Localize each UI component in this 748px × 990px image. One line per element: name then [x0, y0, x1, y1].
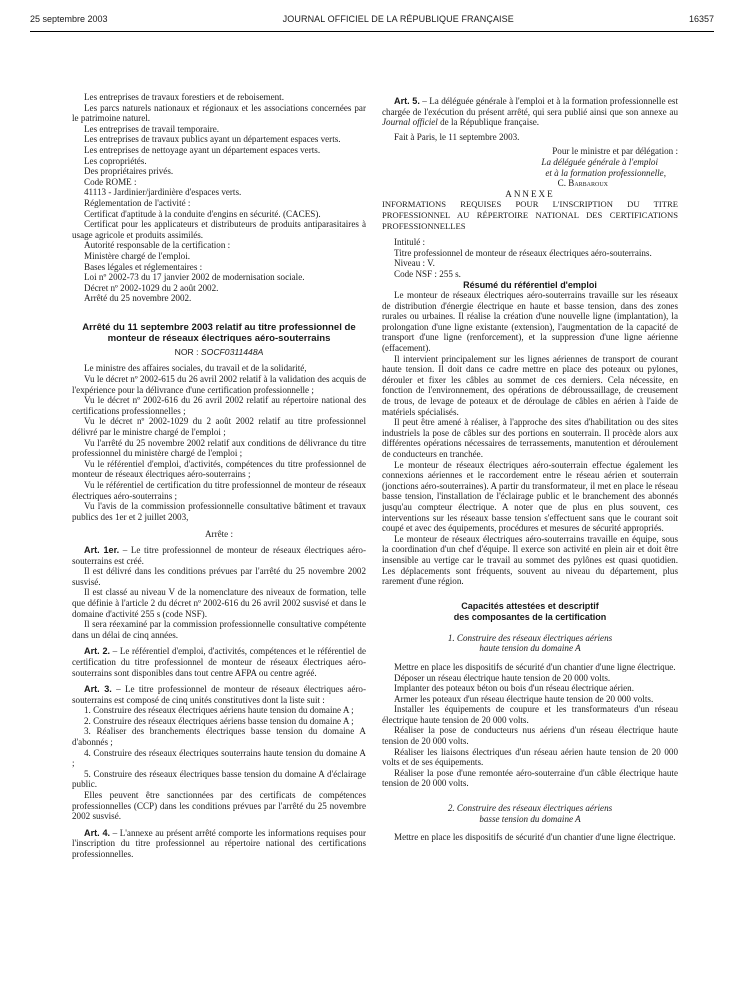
text-line: Les entreprises de travaux publics ayant un département espaces verts. [84, 134, 341, 145]
capacity-item: Armer les poteaux d'un réseau électrique haute tension de 20 000 volts. [394, 693, 654, 704]
text-line: Décret nº 2002-1029 du 2 août 2002. [84, 282, 219, 293]
annexe-heading: ANNEXE [505, 188, 555, 199]
article-text: – Le référentiel d'emploi, d'activités, compétences et le référentiel de certification du titre professionnel de monteur de réseaux électriques aéro-souterrains sont disponibles dans tout centre AFPA ou centre agréé. [72, 646, 366, 678]
header-date: 25 septembre 2003 [30, 14, 108, 24]
article-label: Art. 3. [84, 684, 112, 695]
page-number: 16357 [688, 14, 714, 24]
article-1 [72, 545, 366, 566]
text-line: Arrêté du 25 novembre 2002. [84, 293, 192, 304]
article-text: – Le titre professionnel de monteur de réseaux électriques aéro-souterrains est créé. [72, 544, 366, 566]
text-line: Certificat pour les applicateurs et distributeurs de produits antiparasitaires à usage agricole et produits assimilés. [72, 219, 366, 240]
text-line: Des propriétaires privés. [84, 166, 174, 177]
visa: Vu le décret nº 2002-616 du 26 avril 2002 relatif au répertoire national des certifications professionnelles ; [72, 395, 366, 416]
article-2 [72, 646, 366, 678]
article-label: Art. 5. [394, 96, 420, 106]
visa: Vu l'arrêté du 25 novembre 2002 relatif aux conditions de délivrance du titre professionnel du ministère chargé de l'emploi ; [72, 437, 366, 459]
heading-line: Capacités attestées et descriptif [461, 600, 599, 611]
text-line: Les entreprises de travail temporaire. [84, 123, 220, 134]
text-line: Les parcs naturels nationaux et régionaux et les associations concernées par le patrimoine naturel. [72, 102, 366, 124]
heading-line: 1. Construire des réseaux électriques aériens [447, 632, 613, 643]
article-1-paragraph: Il est délivré dans les conditions prévues par l'arrêté du 25 novembre 2002 susvisé. [72, 566, 366, 587]
capacity-item: Déposer un réseau électrique haute tension de 20 000 volts. [394, 672, 611, 683]
text-line: Les copropriétés. [84, 155, 147, 166]
text-line: Réglementation de l'activité : [84, 197, 191, 208]
resume-paragraph: Le monteur de réseaux électriques aéro-souterrains travaille en équipe, sous la coordination d'un chef d'équipe. Il exerce son activité en plein air et doit être insensible au vertige car le travail au sommet des pylônes est quasi quotidien. Les déplacements sont fréquents, souvent au niveau du département, plus rarement d'une région. [382, 533, 678, 587]
signatory-name: C. Barbaroux [557, 178, 608, 189]
text-line: Certificat d'aptitude à la conduite d'engins en sécurité. (CACES). [84, 208, 321, 219]
text-line: Loi nº 2002-73 du 17 janvier 2002 de modernisation sociale. [84, 272, 305, 283]
capacites-heading [382, 601, 678, 623]
unit-item: 1. Construire des réseaux électriques aériens haute tension du domaine A ; [84, 705, 354, 716]
capacity-item: Mettre en place les dispositifs de sécurité d'un chantier d'une ligne électrique. [394, 661, 676, 672]
text-line: Les entreprises de nettoyage ayant un département espaces verts. [84, 144, 321, 155]
journal-title: JOURNAL OFFICIEL DE LA RÉPUBLIQUE FRANÇAISE [282, 14, 514, 24]
intitule-block [382, 237, 678, 279]
heading-line: des composantes de la certification [453, 611, 607, 622]
signature-line: La déléguée générale à l'emploi [541, 156, 658, 167]
visa: Vu le décret nº 2002-1029 du 2 août 2002 relatif au titre professionnel délivré par le ministre chargé de l'emploi ; [72, 416, 366, 438]
unit-item: 3. Réaliser des branchements électriques basse tension du domaine A d'abonnés ; [72, 726, 366, 748]
visa: Vu le référentiel de certification du titre professionnel de monteur de réseaux électriques aéro-souterrains ; [72, 480, 366, 501]
capacity-item: Installer les équipements de coupure et les transformateurs d'un réseau électrique haute tension de 20 000 volts. [382, 704, 678, 725]
article-3 [72, 684, 366, 705]
text-line: Ministère chargé de l'emploi. [84, 250, 191, 261]
capacity-item: Mettre en place les dispositifs de sécurité d'un chantier d'une ligne électrique. [394, 832, 676, 843]
journal-reference: Journal officiel [382, 117, 438, 128]
article-text: – L'annexe au présent arrêté comporte les informations requises pour l'inscription du titre professionnel au répertoire national des certifications professionnelles. [72, 827, 366, 859]
signature-line: et à la formation professionnelle, [545, 167, 666, 178]
capacity-item: Implanter des poteaux béton ou bois d'un réseau électrique aérien. [394, 683, 635, 694]
resume-heading: Résumé du référentiel d'emploi [463, 279, 597, 290]
heading-line: basse tension du domaine A [479, 813, 581, 824]
capacity-item: Réaliser la pose de conducteurs nus aériens d'un réseau électrique haute tension de 20 000 volts. [382, 725, 678, 747]
text-line: Titre professionnel de monteur de réseaux électriques aéro-souterrains. [394, 247, 652, 258]
article-4 [72, 828, 366, 860]
article-text: de la République française. [437, 117, 540, 128]
article-1-paragraph: Il est classé au niveau V de la nomenclature des niveaux de formation, telle que définie à l'article 2 du décret nº 2002-616 du 26 avril 2002 susvisé et dans le domaine d'activité 255 s (code NSF). [72, 587, 366, 619]
info-heading: INFORMATIONS REQUISES POUR L'INSCRIPTION DU TITRE PROFESSIONNEL AU RÉPERTOIRE NATIONAL DES CERTIFICATIONS PROFESSIONNELLES [382, 199, 678, 231]
article-1-paragraph: Il sera réexaminé par la commission professionnelle consultative compétente dans un délai de cinq années. [72, 619, 366, 640]
text-line: Intitulé : [394, 237, 426, 248]
fait-a-paris: Fait à Paris, le 11 septembre 2003. [394, 131, 520, 142]
capacity-item: Réaliser les liaisons électriques d'un réseau aérien haute tension de 20 000 volts et de ses équipements. [382, 746, 678, 768]
text-line: Bases légales et réglementaires : [84, 261, 203, 272]
resume-paragraph: Le monteur de réseaux électriques aéro-souterrain effectue également les connexions aériennes et le raccordement entre le réseau aérien et souterrain (jonctions aéro-souterraines). A partir du transformateur, il met en place le réseau basse tension, l'installation de l'éclairage public et le branchement des abonnés jusqu'au compteur électrique. A noter que de plus en plus souvent, ces interventions sur les réseaux basse tension s'effectuent sans que le courant soit coupé et avec des équipements, procédures et mesures de sécurité appropriés. [382, 459, 678, 534]
subsection-1-heading [382, 633, 678, 654]
text-line: Les entreprises de travaux forestiers et de reboisement. [84, 92, 284, 102]
article-label: Art. 4. [84, 827, 111, 838]
heading-line: 2. Construire des réseaux électriques aériens [447, 803, 613, 814]
article-text: – La déléguée générale à l'emploi et à la formation professionnelle est chargée de l'exécution du présent arrêté, qui sera publié ainsi que son annexe au [382, 96, 678, 117]
resume-paragraph: Il intervient principalement sur les lignes aériennes de transport de courant haute tension. Il doit dans ce cadre mettre en place des poteaux ou pylones, dérouler et fixer les câbles au sommet de ces derniers. Cela nécessite, en fonction de l'environnement, des opérations de débroussaillage, de creusement de trous, de levage de poteaux et de déroulage de câbles en aérien à l'aide de matériels spécialisés. [382, 353, 678, 417]
unit-item: Elles peuvent être sanctionnées par des certificats de compétences professionnelles (CCP) dans les conditions prévues par l'arrêté du 25 novembre 2002 susvisé. [72, 790, 366, 822]
nor-code: SOCF0311448A [200, 346, 264, 357]
text-line: Code NSF : 255 s. [394, 268, 461, 279]
unit-item: 5. Construire des réseaux électriques basse tension du domaine A d'éclairage public. [72, 768, 366, 790]
signature-line: Pour le ministre et par délégation : [552, 146, 678, 157]
text-line: Code ROME : [84, 176, 137, 187]
signature-block [382, 146, 678, 188]
visa: Vu l'avis de la commission professionnelle consultative bâtiment et travaux publics des 1er et 2 juillet 2003, [72, 501, 366, 522]
left-column [72, 92, 366, 860]
text-line: 41113 - Jardinier/jardinière d'espaces verts. [84, 187, 242, 198]
subsection-2-heading [382, 803, 678, 824]
visa: Le ministre des affaires sociales, du travail et de la solidarité, [84, 363, 307, 374]
arrete-title: Arrêté du 11 septembre 2003 relatif au titre professionnel de monteur de réseaux électriques aéro-souterrains [82, 321, 356, 344]
resume-paragraph: Il peut être amené à réaliser, à l'approche des sites d'habilitation ou des sites industriels la pose de câbles sur des portions en souterrain. Il procède alors aux différentes opérations nécessaires de terrassements, manutention et déroulement de conducteurs en tranchée. [382, 417, 678, 459]
unit-item: 2. Construire des réseaux électriques aériens basse tension du domaine A ; [84, 715, 354, 726]
header-rule [30, 31, 714, 32]
top-lines [72, 92, 366, 304]
page-header [30, 14, 714, 28]
resume-paragraph: Le monteur de réseaux électriques aéro-souterrains travaille sur les réseaux de distribution d'énergie électrique en haute et basse tension, dans des zones rurales ou urbaines. Il réalise la création d'une nouvelle ligne (implantation), la prolongation d'une ligne existante (extension), l'augmentation de la capacité de transport d'une ligne (renforcement), et la suppression d'une ligne aérienne (effacement). [382, 290, 678, 354]
nor-label: NOR : [174, 346, 199, 357]
text-line: Niveau : V. [394, 258, 435, 269]
nor-reference [72, 347, 366, 358]
visa: Vu le référentiel d'emploi, d'activités, compétences du titre professionnel de monteur de réseaux électriques aéro-souterrains ; [72, 458, 366, 480]
capacity-item: Réaliser la pose d'une remontée aéro-souterraine d'un câble électrique haute tension de 20 000 volts. [382, 767, 678, 789]
article-label: Art. 1er. [84, 544, 120, 555]
right-column [382, 96, 678, 843]
unit-item: 4. Construire des réseaux électriques souterrains haute tension du domaine A ; [72, 747, 366, 769]
visa: Vu le décret nº 2002-615 du 26 avril 2002 relatif à la validation des acquis de l'expérience pour la délivrance d'une certification professionnelle ; [72, 374, 366, 395]
article-text: – Le titre professionnel de monteur de réseaux électriques aéro-souterrains est composé de cinq unités constitutives dont la liste suit : [72, 684, 366, 705]
text-line: Autorité responsable de la certification : [84, 240, 231, 251]
heading-line: haute tension du domaine A [479, 643, 581, 654]
article-label: Art. 2. [84, 646, 111, 657]
article-5 [382, 96, 678, 128]
arrete-word: Arrête : [204, 529, 234, 540]
